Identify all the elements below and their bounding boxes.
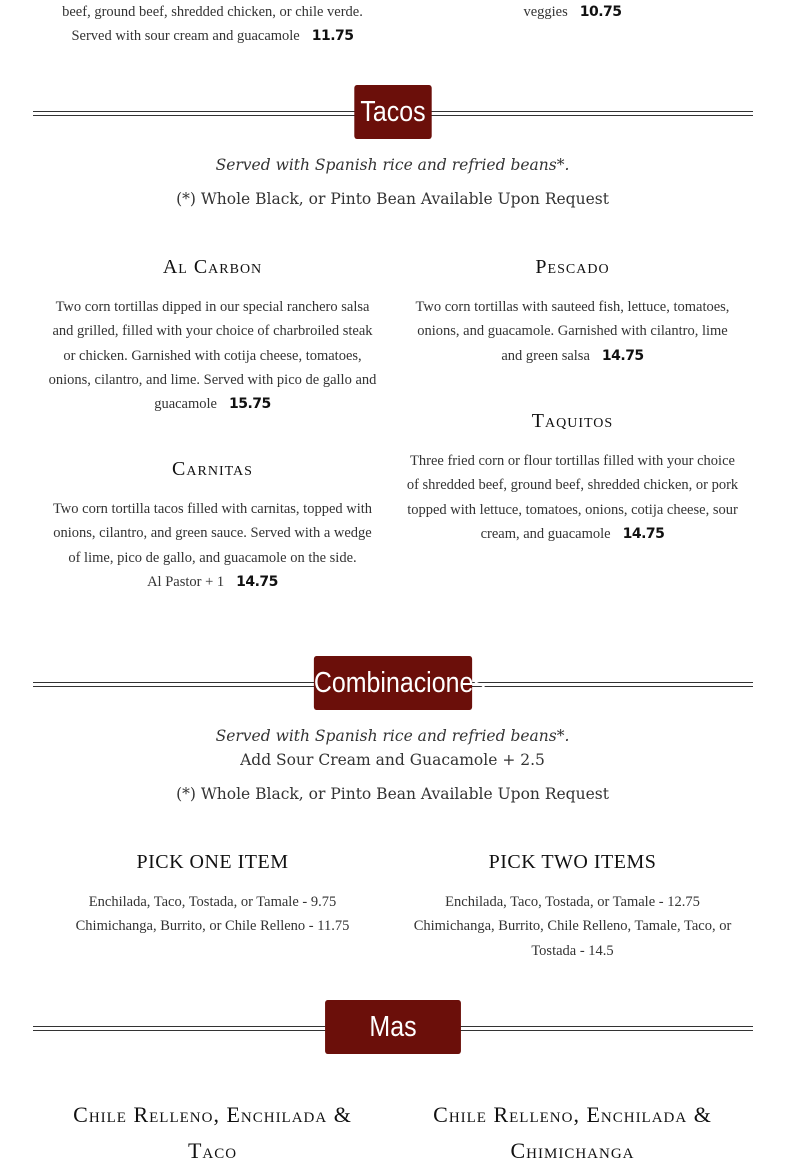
prev-item-left bbox=[30, 0, 395, 49]
item-description: Three fried corn or flour tortillas filled with your choice of shredded beef, ground beef, shredded chicken, or pork topped with lettuce, tomatoes, onions, cotija cheese, sour cream, and guacamole bbox=[406, 453, 739, 542]
pick-one-item bbox=[50, 851, 375, 939]
menu-item-al-carbon bbox=[45, 256, 380, 416]
item-extra: Al Pastor + 1 bbox=[147, 573, 225, 590]
item-title: Pescado bbox=[535, 256, 610, 278]
pick-line: Chimichanga, Burrito, or Chile Relleno - 11.75 bbox=[75, 918, 350, 935]
pick-two-items bbox=[405, 851, 740, 963]
pick-title: PICK ONE ITEM bbox=[136, 851, 289, 873]
menu-item-pescado bbox=[405, 256, 740, 368]
prev-item-left-desc1: beef, ground beef, shredded chicken, or chile verde. bbox=[62, 4, 363, 20]
pick-title: PICK TWO ITEMS bbox=[488, 851, 657, 873]
menu-item-taquitos bbox=[405, 410, 740, 546]
pick-line: Chimichanga, Burrito, Chile Relleno, Tamale, Taco, or Tostada - 14.5 bbox=[413, 918, 732, 959]
combinaciones-note-rice: Served with Spanish rice and refried beans*. bbox=[215, 727, 570, 745]
menu-item-carnitas bbox=[50, 458, 375, 594]
combo-title-left: Chile Relleno, Enchilada & Taco bbox=[73, 1102, 352, 1163]
tacos-section-header bbox=[33, 85, 753, 141]
item-title: Taquitos bbox=[531, 410, 614, 432]
item-description: Two corn tortillas dipped in our special ranchero salsa and grilled, filled with your choice of charbroiled steak or chicken. Garnished with cotija cheese, tomatoes, onions, cilantro, and lime. Served with pico de gallo and guacamole bbox=[48, 299, 377, 413]
section-title: Combinaciones bbox=[314, 656, 472, 710]
item-price: 14.75 bbox=[622, 525, 665, 542]
section-title: Tacos bbox=[354, 85, 431, 139]
prev-item-right bbox=[395, 0, 750, 24]
tacos-note-rice: Served with Spanish rice and refried beans*. bbox=[215, 156, 570, 174]
item-title: Al Carbon bbox=[162, 256, 263, 278]
item-price: 15.75 bbox=[229, 396, 271, 413]
combinaciones-note-sour-cream: Add Sour Cream and Guacamole + 2.5 bbox=[240, 751, 545, 769]
item-price: 14.75 bbox=[601, 347, 644, 364]
prev-item-left-desc2: Served with sour cream and guacamole bbox=[71, 28, 300, 45]
item-description: Two corn tortillas with sauteed fish, lettuce, tomatoes, onions, and guacamole. Garnished with cilantro, lime and green salsa bbox=[415, 299, 730, 364]
prev-item-left-price: 11.75 bbox=[311, 28, 354, 45]
item-title: Carnitas bbox=[172, 458, 253, 480]
pick-line: Enchilada, Taco, Tostada, or Tamale - 12.75 bbox=[445, 894, 700, 910]
pick-line: Enchilada, Taco, Tostada, or Tamale - 9.75 bbox=[88, 894, 337, 910]
combinaciones-note-beans: (*) Whole Black, or Pinto Bean Available Upon Request bbox=[176, 785, 609, 803]
combinaciones-section-header bbox=[33, 656, 753, 712]
item-price: 14.75 bbox=[236, 573, 278, 590]
combo-title-right: Chile Relleno, Enchilada & Chimichanga bbox=[433, 1102, 712, 1163]
tacos-note-beans: (*) Whole Black, or Pinto Bean Available Upon Request bbox=[176, 190, 609, 208]
item-description: Two corn tortilla tacos filled with carnitas, topped with onions, cilantro, and green sauce. Served with a wedge of lime, pico de gallo, and guacamole on the side. bbox=[52, 501, 373, 566]
prev-item-right-desc: veggies bbox=[523, 4, 568, 20]
prev-item-right-price: 10.75 bbox=[579, 4, 622, 20]
mas-combos-section-header bbox=[33, 1000, 753, 1097]
section-title: Mas Combos bbox=[325, 1000, 461, 1054]
